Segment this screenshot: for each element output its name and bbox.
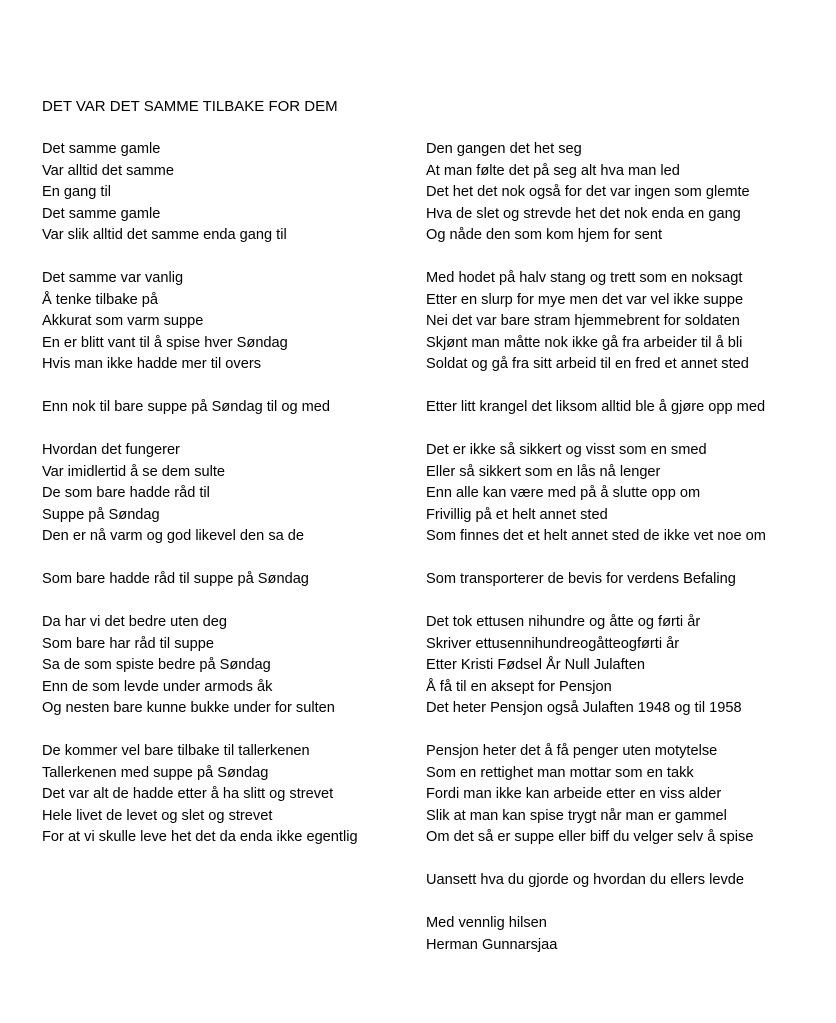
poem-line: Hvordan det fungerer: [42, 442, 180, 458]
poem-line: Det het det nok også for det var ingen som glemte: [426, 184, 750, 200]
stanza: [42, 139, 358, 247]
poem-title: DET VAR DET SAMME TILBAKE FOR DEM: [42, 98, 338, 115]
stanza: [42, 569, 358, 591]
stanza: [42, 397, 358, 419]
poem-line: Det var alt de hadde etter å ha slitt og strevet: [42, 786, 334, 802]
stanza: [42, 268, 358, 376]
poem-line: Det tok ettusen nihundre og åtte og førti år: [426, 614, 701, 630]
poem-line: Å tenke tilbake på: [42, 291, 159, 308]
poem-line: Herman Gunnarsjaa: [426, 936, 558, 953]
poem-line: Enn alle kan være med på å slutte opp om: [426, 485, 701, 501]
stanza: [42, 612, 358, 720]
right-column: [426, 139, 766, 978]
stanza: [42, 440, 358, 548]
poem-line: Frivillig på et helt annet sted: [426, 506, 608, 523]
left-column: [42, 139, 358, 870]
stanza: [426, 397, 766, 419]
poem-line: Det samme gamle: [42, 205, 161, 222]
poem-line: Uansett hva du gjorde og hvordan du ellers levde: [426, 872, 745, 888]
poem-line: For at vi skulle leve het det da enda ikke egentlig: [42, 829, 358, 845]
poem-line: De som bare hadde råd til: [42, 485, 210, 501]
poem-line: Var slik alltid det samme enda gang til: [42, 227, 287, 243]
poem-line: Var alltid det samme: [42, 162, 174, 179]
poem-line: Hvis man ikke hadde mer til overs: [42, 356, 261, 372]
poem-line: Akkurat som varm suppe: [42, 313, 204, 329]
poem-line: Som en rettighet man mottar som en takk: [426, 764, 694, 781]
poem-line: Pensjon heter det å få penger uten motytelse: [426, 743, 718, 759]
poem-line: En gang til: [42, 184, 111, 200]
stanza: [426, 870, 766, 892]
stanza: [426, 612, 766, 720]
stanza: [426, 913, 766, 956]
poem-line: Skriver ettusennihundreogåtteogførti år: [426, 635, 680, 652]
poem-line: Den er nå varm og god likevel den sa de: [42, 528, 305, 544]
poem-line: Nei det var bare stram hjemmebrent for soldaten: [426, 313, 740, 329]
poem-line: Var imidlertid å se dem sulte: [42, 463, 226, 480]
poem-line: Det heter Pensjon også Julaften 1948 og til 1958: [426, 700, 742, 716]
poem-line: Hva de slet og strevde het det nok enda en gang: [426, 205, 741, 222]
poem-line: Slik at man kan spise trygt når man er gammel: [426, 807, 727, 824]
poem-line: Enn de som levde under armods åk: [42, 678, 273, 695]
poem-line: Suppe på Søndag: [42, 506, 160, 523]
poem-line: Sa de som spiste bedre på Søndag: [42, 657, 271, 673]
poem-line: Om det så er suppe eller biff du velger selv å spise: [426, 829, 754, 845]
poem-line: En er blitt vant til å spise hver Søndag: [42, 334, 288, 351]
poem-line: Soldat og gå fra sitt arbeid til en fred et annet sted: [426, 356, 749, 372]
poem-line: Enn nok til bare suppe på Søndag til og med: [42, 399, 331, 415]
poem-line: Hele livet de levet og slet og strevet: [42, 807, 273, 824]
poem-line: Med vennlig hilsen: [426, 915, 547, 931]
stanza: [426, 741, 766, 849]
poem-line: Det er ikke så sikkert og visst som en smed: [426, 442, 707, 458]
poem-line: Å få til en aksept for Pensjon: [426, 678, 612, 695]
poem-line: Eller så sikkert som en lås nå lenger: [426, 463, 661, 480]
poem-line: Etter litt krangel det liksom alltid ble å gjøre opp med: [426, 399, 766, 415]
poem-line: Tallerkenen med suppe på Søndag: [42, 764, 269, 781]
poem-line: Med hodet på halv stang og trett som en noksagt: [426, 270, 743, 286]
poem-line: Det samme gamle: [42, 141, 161, 157]
poem-line: De kommer vel bare tilbake til tallerkenen: [42, 743, 310, 759]
poem-line: Skjønt man måtte nok ikke gå fra arbeider til å bli: [426, 334, 743, 351]
poem-line: Og nåde den som kom hjem for sent: [426, 227, 663, 243]
poem-line: Som bare har råd til suppe: [42, 635, 214, 652]
poem-line: Da har vi det bedre uten deg: [42, 614, 227, 630]
stanza: [426, 569, 766, 591]
poem-line: Som bare hadde råd til suppe på Søndag: [42, 571, 309, 587]
poem-line: Som finnes det et helt annet sted de ikke vet noe om: [426, 528, 766, 544]
poem-line: Den gangen det het seg: [426, 141, 582, 157]
stanza: [426, 268, 766, 376]
poem-line: Som transporterer de bevis for verdens Befaling: [426, 571, 736, 587]
poem-line: Det samme var vanlig: [42, 270, 184, 286]
poem-line: At man følte det på seg alt hva man led: [426, 162, 680, 179]
stanza: [426, 139, 766, 247]
poem-line: Etter Kristi Fødsel År Null Julaften: [426, 657, 645, 673]
poem-line: Etter en slurp for mye men det var vel ikke suppe: [426, 291, 744, 308]
poem-line: Fordi man ikke kan arbeide etter en viss alder: [426, 786, 722, 802]
poem-line: Og nesten bare kunne bukke under for sulten: [42, 700, 335, 716]
stanza: [426, 440, 766, 548]
stanza: [42, 741, 358, 849]
